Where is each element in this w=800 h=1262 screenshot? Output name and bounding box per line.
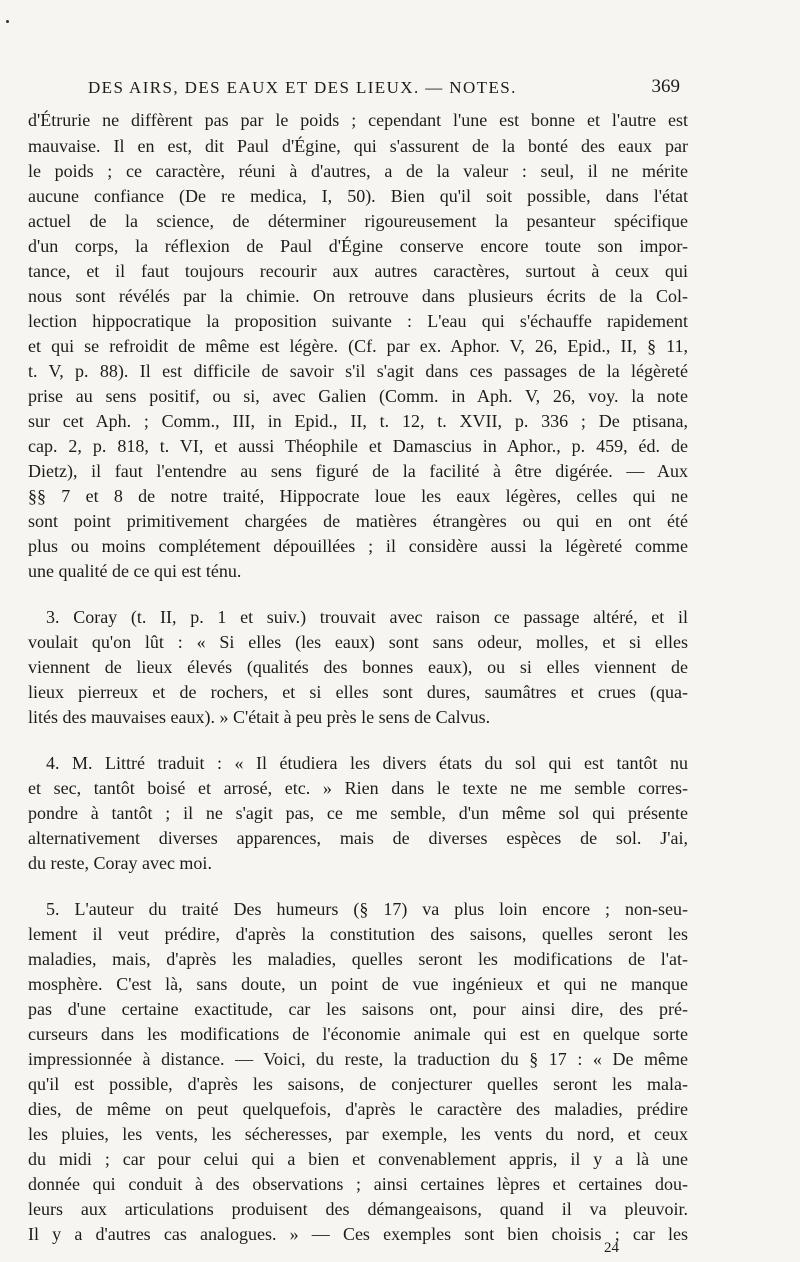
text-line: §§ 7 et 8 de notre traité, Hippocrate loue les eaux légères, celles qui ne bbox=[28, 486, 688, 506]
text-line: les pluies, les vents, les sécheresses, par exemple, les vents du nord, et ceux bbox=[28, 1124, 688, 1144]
running-title: DES AIRS, DES EAUX ET DES LIEUX. — NOTES. bbox=[88, 78, 517, 97]
note-4-line: 4. M. Littré traduit : « Il étudiera les divers états du sol qui est tantôt nu bbox=[46, 753, 688, 773]
signature-mark: 24 bbox=[604, 1240, 619, 1256]
text-line: leurs aux articulations produisent des démangeaisons, quand il va pleuvoir. bbox=[28, 1199, 688, 1219]
text-line: tance, et il faut toujours recourir aux autres caractères, surtout à ceux qui bbox=[28, 261, 688, 281]
text-line: pas d'une certaine exactitude, car les saisons ont, pour ainsi dire, des pré- bbox=[28, 999, 688, 1019]
text-line: d'un corps, la réflexion de Paul d'Égine conserve encore toute son impor- bbox=[28, 236, 688, 256]
text-line: alternativement diverses apparences, mais de diverses espèces de sol. J'ai, bbox=[28, 828, 688, 848]
text-line: viennent de lieux élevés (qualités des bonnes eaux), ou si elles viennent de bbox=[28, 657, 688, 677]
margin-speck bbox=[6, 20, 9, 23]
text-line: lités des mauvaises eaux). » C'était à peu près le sens de Calvus. bbox=[28, 707, 491, 727]
text-line: et qui se refroidit de même est légère. (Cf. par ex. Aphor. V, 26, Epid., II, § 11, bbox=[28, 336, 688, 356]
text-line: une qualité de ce qui est ténu. bbox=[28, 561, 242, 581]
text-line: du midi ; car pour celui qui a bien et convenablement appris, il y a là une bbox=[28, 1149, 688, 1169]
text-line: maladies, mais, d'après les maladies, quelles seront les modifications de l'at- bbox=[28, 949, 688, 969]
page-number: 369 bbox=[651, 76, 680, 97]
text-line: actuel de la science, de déterminer rigoureusement la pesanteur spécifique bbox=[28, 211, 688, 231]
text-line: donnée qui conduit à des observations ; ainsi certaines lèpres et certaines dou- bbox=[28, 1174, 688, 1194]
text-line: sont point primitivement chargées de matières étrangères ou qui en ont été bbox=[28, 511, 688, 531]
text-line: lieux pierreux et de rochers, et si elles sont dures, saumâtres et crues (qua- bbox=[28, 682, 688, 702]
note-5-line: 5. L'auteur du traité Des humeurs (§ 17) va plus loin encore ; non-seu- bbox=[46, 899, 688, 919]
text-line: du reste, Coray avec moi. bbox=[28, 853, 212, 873]
text-line: qu'il est possible, d'après les saisons, de conjecturer quelles seront les mala- bbox=[28, 1074, 688, 1094]
text-line: sur cet Aph. ; Comm., III, in Epid., II, t. 12, t. XVII, p. 336 ; De ptisana, bbox=[28, 411, 688, 431]
text-line: lection hippocratique la proposition suivante : L'eau qui s'échauffe rapidement bbox=[28, 311, 688, 331]
text-line: pondre à tantôt ; il ne s'agit pas, ce me semble, d'un même sol qui présente bbox=[28, 803, 688, 823]
text-line: et sec, tantôt boisé et arrosé, etc. » Rien dans le texte ne me semble corres- bbox=[28, 778, 688, 798]
text-line: mosphère. C'est là, sans doute, un point de vue ingénieux et qui ne manque bbox=[28, 974, 688, 994]
note-3-line: 3. Coray (t. II, p. 1 et suiv.) trouvait avec raison ce passage altéré, et il bbox=[46, 607, 688, 627]
text-line: t. V, p. 88). Il est difficile de savoir s'il s'agit dans ces passages de la légèreté bbox=[28, 361, 688, 381]
text-line: aucune confiance (De re medica, I, 50). Bien qu'il soit possible, dans l'état bbox=[28, 186, 688, 206]
text-line: prise au sens positif, ou si, avec Galien (Comm. in Aph. V, 26, voy. la note bbox=[28, 386, 688, 406]
text-line: nous sont révélés par la chimie. On retrouve dans plusieurs écrits de la Col- bbox=[28, 286, 688, 306]
text-line: d'Étrurie ne diffèrent pas par le poids ; cependant l'une est bonne et l'autre est bbox=[28, 110, 688, 130]
text-line: curseurs dans les modifications de l'économie animale qui est en quelque sorte bbox=[28, 1024, 688, 1044]
text-line: cap. 2, p. 818, t. VI, et aussi Théophile et Damascius in Aphor., p. 459, éd. de bbox=[28, 436, 688, 456]
text-line: lement il veut prédire, d'après la constitution des saisons, quelles seront les bbox=[28, 924, 688, 944]
text-line: dies, de même on peut quelquefois, d'après le caractère des maladies, prédire bbox=[28, 1099, 688, 1119]
text-line: mauvaise. Il en est, dit Paul d'Égine, qui s'assurent de la bonté des eaux par bbox=[28, 136, 688, 156]
text-line: Dietz), il faut l'entendre au sens figuré de la facilité à être digérée. — Aux bbox=[28, 461, 688, 481]
text-line: Il y a d'autres cas analogues. » — Ces exemples sont bien choisis ; car les bbox=[28, 1224, 688, 1244]
text-line: impressionnée à distance. — Voici, du reste, la traduction du § 17 : « De même bbox=[28, 1049, 688, 1069]
text-line: voulait qu'on lût : « Si elles (les eaux) sont sans odeur, molles, et si elles bbox=[28, 632, 688, 652]
text-line: le poids ; ce caractère, réuni à d'autres, a de la valeur : seul, il ne mérite bbox=[28, 161, 688, 181]
page-header bbox=[28, 74, 680, 104]
text-line: plus ou moins complétement dépouillées ; il considère aussi la légèreté comme bbox=[28, 536, 688, 556]
